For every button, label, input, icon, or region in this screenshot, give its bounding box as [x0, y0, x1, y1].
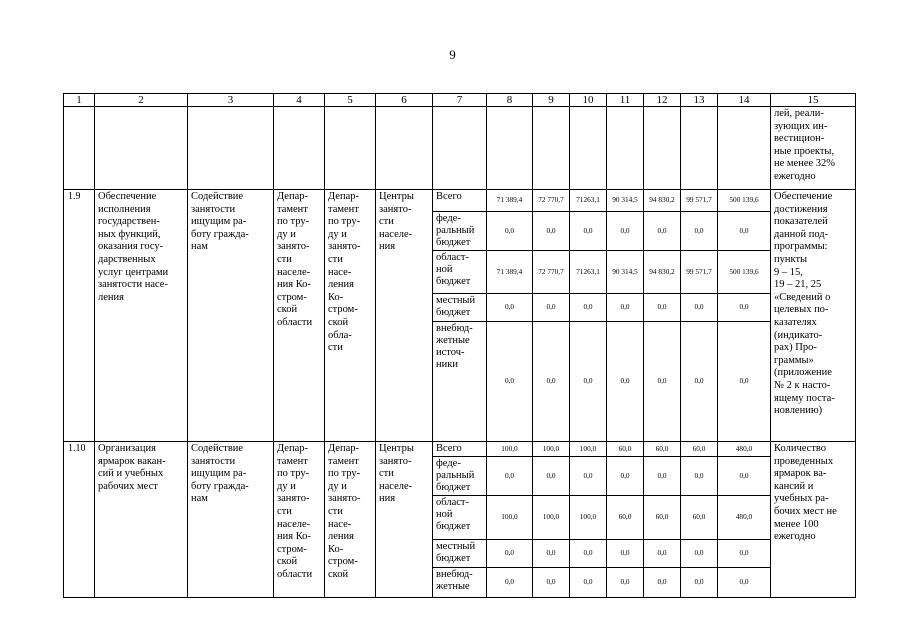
funding-source: внебюд- жетные источ- ники — [433, 322, 487, 442]
funding-row — [64, 442, 856, 457]
funding-value: 100,0 — [570, 496, 607, 540]
measure-description: Содействие занятости ищущим ра- боту гражда- нам — [188, 190, 274, 442]
funding-source: феде- ральный бюджет — [433, 212, 487, 251]
measure-name: Организация ярмарок вакан- сий и учебных рабочих мест — [95, 442, 188, 598]
column-header: 9 — [533, 94, 570, 107]
funding-value: 100,0 — [487, 442, 533, 457]
empty-cell — [376, 107, 433, 190]
expected-result: Обеспечение достижения показателей данной под- программы: пункты 9 – 15, 19 – 21, 25 «Сведений о целевых по- казателях (индикато- рах) Про- граммы» (приложение № 2 к насто- ящему поста- новлению) — [771, 190, 856, 442]
funding-value: 0,0 — [570, 322, 607, 442]
funding-value: 60,0 — [644, 442, 681, 457]
row-index: 1.9 — [64, 190, 95, 442]
empty-cell — [188, 107, 274, 190]
funding-value: 0,0 — [607, 457, 644, 496]
column-header: 15 — [771, 94, 856, 107]
funding-source: Всего — [433, 190, 487, 212]
funding-value: 100,0 — [487, 496, 533, 540]
funding-value: 0,0 — [487, 322, 533, 442]
funding-source: местный бюджет — [433, 540, 487, 568]
funding-value: 500 139,6 — [718, 251, 771, 294]
funding-source: феде- ральный бюджет — [433, 457, 487, 496]
funding-value: 0,0 — [570, 294, 607, 322]
funding-value: 0,0 — [607, 294, 644, 322]
funding-value: 0,0 — [570, 540, 607, 568]
column-header: 13 — [681, 94, 718, 107]
funding-value: 0,0 — [533, 294, 570, 322]
funding-value: 71 389,4 — [487, 190, 533, 212]
page-number: 9 — [449, 47, 456, 62]
funding-value: 480,0 — [718, 442, 771, 457]
empty-cell — [681, 107, 718, 190]
funding-value: 0,0 — [644, 457, 681, 496]
continuation-row — [64, 107, 856, 190]
funding-value: 0,0 — [718, 294, 771, 322]
empty-cell — [533, 107, 570, 190]
funding-value: 0,0 — [607, 568, 644, 598]
funding-value: 60,0 — [607, 442, 644, 457]
funding-value: 71 389,4 — [487, 251, 533, 294]
funding-value: 0,0 — [681, 212, 718, 251]
funding-value: 0,0 — [644, 212, 681, 251]
continued-result-text: лей, реали- зующих ин- вестицион- ные проекты, не менее 32% ежегодно — [771, 107, 856, 190]
column-header: 7 — [433, 94, 487, 107]
table-body — [64, 94, 856, 598]
funding-value: 0,0 — [718, 540, 771, 568]
expected-result: Количество проведенных ярмарок ва- кансий и учебных ра- бочих мест не менее 100 ежегодно — [771, 442, 856, 598]
funding-value: 0,0 — [644, 322, 681, 442]
funding-value: 0,0 — [570, 212, 607, 251]
funding-value: 0,0 — [533, 568, 570, 598]
empty-cell — [607, 107, 644, 190]
column-header: 11 — [607, 94, 644, 107]
funding-value: 100,0 — [533, 442, 570, 457]
funding-value: 71263,1 — [570, 251, 607, 294]
funding-value: 0,0 — [718, 212, 771, 251]
funding-value: 0,0 — [718, 322, 771, 442]
funding-value: 99 571,7 — [681, 190, 718, 212]
measure-name: Обеспечение исполнения государствен- ных функций, оказания госу- дарственных услуг центрами занятости насе- ления — [95, 190, 188, 442]
coexecutor-department: Депар- тамент по тру- ду и занято- сти населе- ния Ко- стром- ской области — [274, 190, 325, 442]
column-header: 14 — [718, 94, 771, 107]
empty-cell — [644, 107, 681, 190]
funding-value: 72 770,7 — [533, 251, 570, 294]
empty-cell — [718, 107, 771, 190]
empty-cell — [274, 107, 325, 190]
funding-value: 0,0 — [487, 212, 533, 251]
executor-department: Депар- тамент по тру- ду и занято- сти насе- ления Ко- стром- ской — [325, 442, 376, 598]
column-header: 8 — [487, 94, 533, 107]
funding-value: 94 830,2 — [644, 190, 681, 212]
column-header: 3 — [188, 94, 274, 107]
column-header: 12 — [644, 94, 681, 107]
funding-value: 0,0 — [533, 457, 570, 496]
funding-value: 0,0 — [487, 294, 533, 322]
funding-value: 60,0 — [681, 442, 718, 457]
funding-value: 60,0 — [681, 496, 718, 540]
empty-cell — [570, 107, 607, 190]
funding-value: 60,0 — [607, 496, 644, 540]
funding-value: 0,0 — [681, 322, 718, 442]
column-header: 6 — [376, 94, 433, 107]
funding-value: 0,0 — [681, 294, 718, 322]
funding-value: 0,0 — [570, 568, 607, 598]
funding-value: 0,0 — [487, 568, 533, 598]
column-header: 10 — [570, 94, 607, 107]
coexecutor-department: Депар- тамент по тру- ду и занято- сти населе- ния Ко- стром- ской области — [274, 442, 325, 598]
row-index: 1.10 — [64, 442, 95, 598]
participant: Центры занято- сти населе- ния — [376, 442, 433, 598]
executor-department: Депар- тамент по тру- ду и занято- сти насе- ления Ко- стром- ской обла- сти — [325, 190, 376, 442]
funding-source: местный бюджет — [433, 294, 487, 322]
funding-row — [64, 190, 856, 212]
funding-value: 0,0 — [681, 457, 718, 496]
funding-source: област- ной бюджет — [433, 496, 487, 540]
empty-cell — [64, 107, 95, 190]
funding-source: област- ной бюджет — [433, 251, 487, 294]
funding-value: 100,0 — [570, 442, 607, 457]
funding-source: Всего — [433, 442, 487, 457]
funding-value: 99 571,7 — [681, 251, 718, 294]
funding-value: 0,0 — [644, 294, 681, 322]
funding-value: 0,0 — [644, 540, 681, 568]
funding-value: 0,0 — [570, 457, 607, 496]
funding-value: 0,0 — [681, 540, 718, 568]
column-header: 2 — [95, 94, 188, 107]
funding-value: 480,0 — [718, 496, 771, 540]
funding-value: 500 139,6 — [718, 190, 771, 212]
funding-value: 0,0 — [681, 568, 718, 598]
funding-value: 0,0 — [487, 540, 533, 568]
funding-value: 72 770,7 — [533, 190, 570, 212]
funding-source: внебюд- жетные — [433, 568, 487, 598]
funding-value: 0,0 — [607, 212, 644, 251]
funding-value: 0,0 — [487, 457, 533, 496]
empty-cell — [487, 107, 533, 190]
measure-description: Содействие занятости ищущим ра- боту гражда- нам — [188, 442, 274, 598]
funding-value: 0,0 — [607, 322, 644, 442]
column-number-row — [64, 94, 856, 107]
funding-value: 0,0 — [533, 212, 570, 251]
funding-value: 0,0 — [644, 568, 681, 598]
funding-value: 0,0 — [607, 540, 644, 568]
empty-cell — [95, 107, 188, 190]
funding-value: 0,0 — [718, 457, 771, 496]
funding-value: 0,0 — [533, 322, 570, 442]
program-measures-table — [63, 93, 856, 598]
column-header: 1 — [64, 94, 95, 107]
funding-value: 90 314,5 — [607, 190, 644, 212]
funding-value: 60,0 — [644, 496, 681, 540]
empty-cell — [325, 107, 376, 190]
funding-value: 0,0 — [718, 568, 771, 598]
funding-value: 100,0 — [533, 496, 570, 540]
funding-value: 71263,1 — [570, 190, 607, 212]
column-header: 5 — [325, 94, 376, 107]
column-header: 4 — [274, 94, 325, 107]
funding-value: 94 830,2 — [644, 251, 681, 294]
participant: Центры занято- сти населе- ния — [376, 190, 433, 442]
empty-cell — [433, 107, 487, 190]
funding-value: 90 314,5 — [607, 251, 644, 294]
funding-value: 0,0 — [533, 540, 570, 568]
